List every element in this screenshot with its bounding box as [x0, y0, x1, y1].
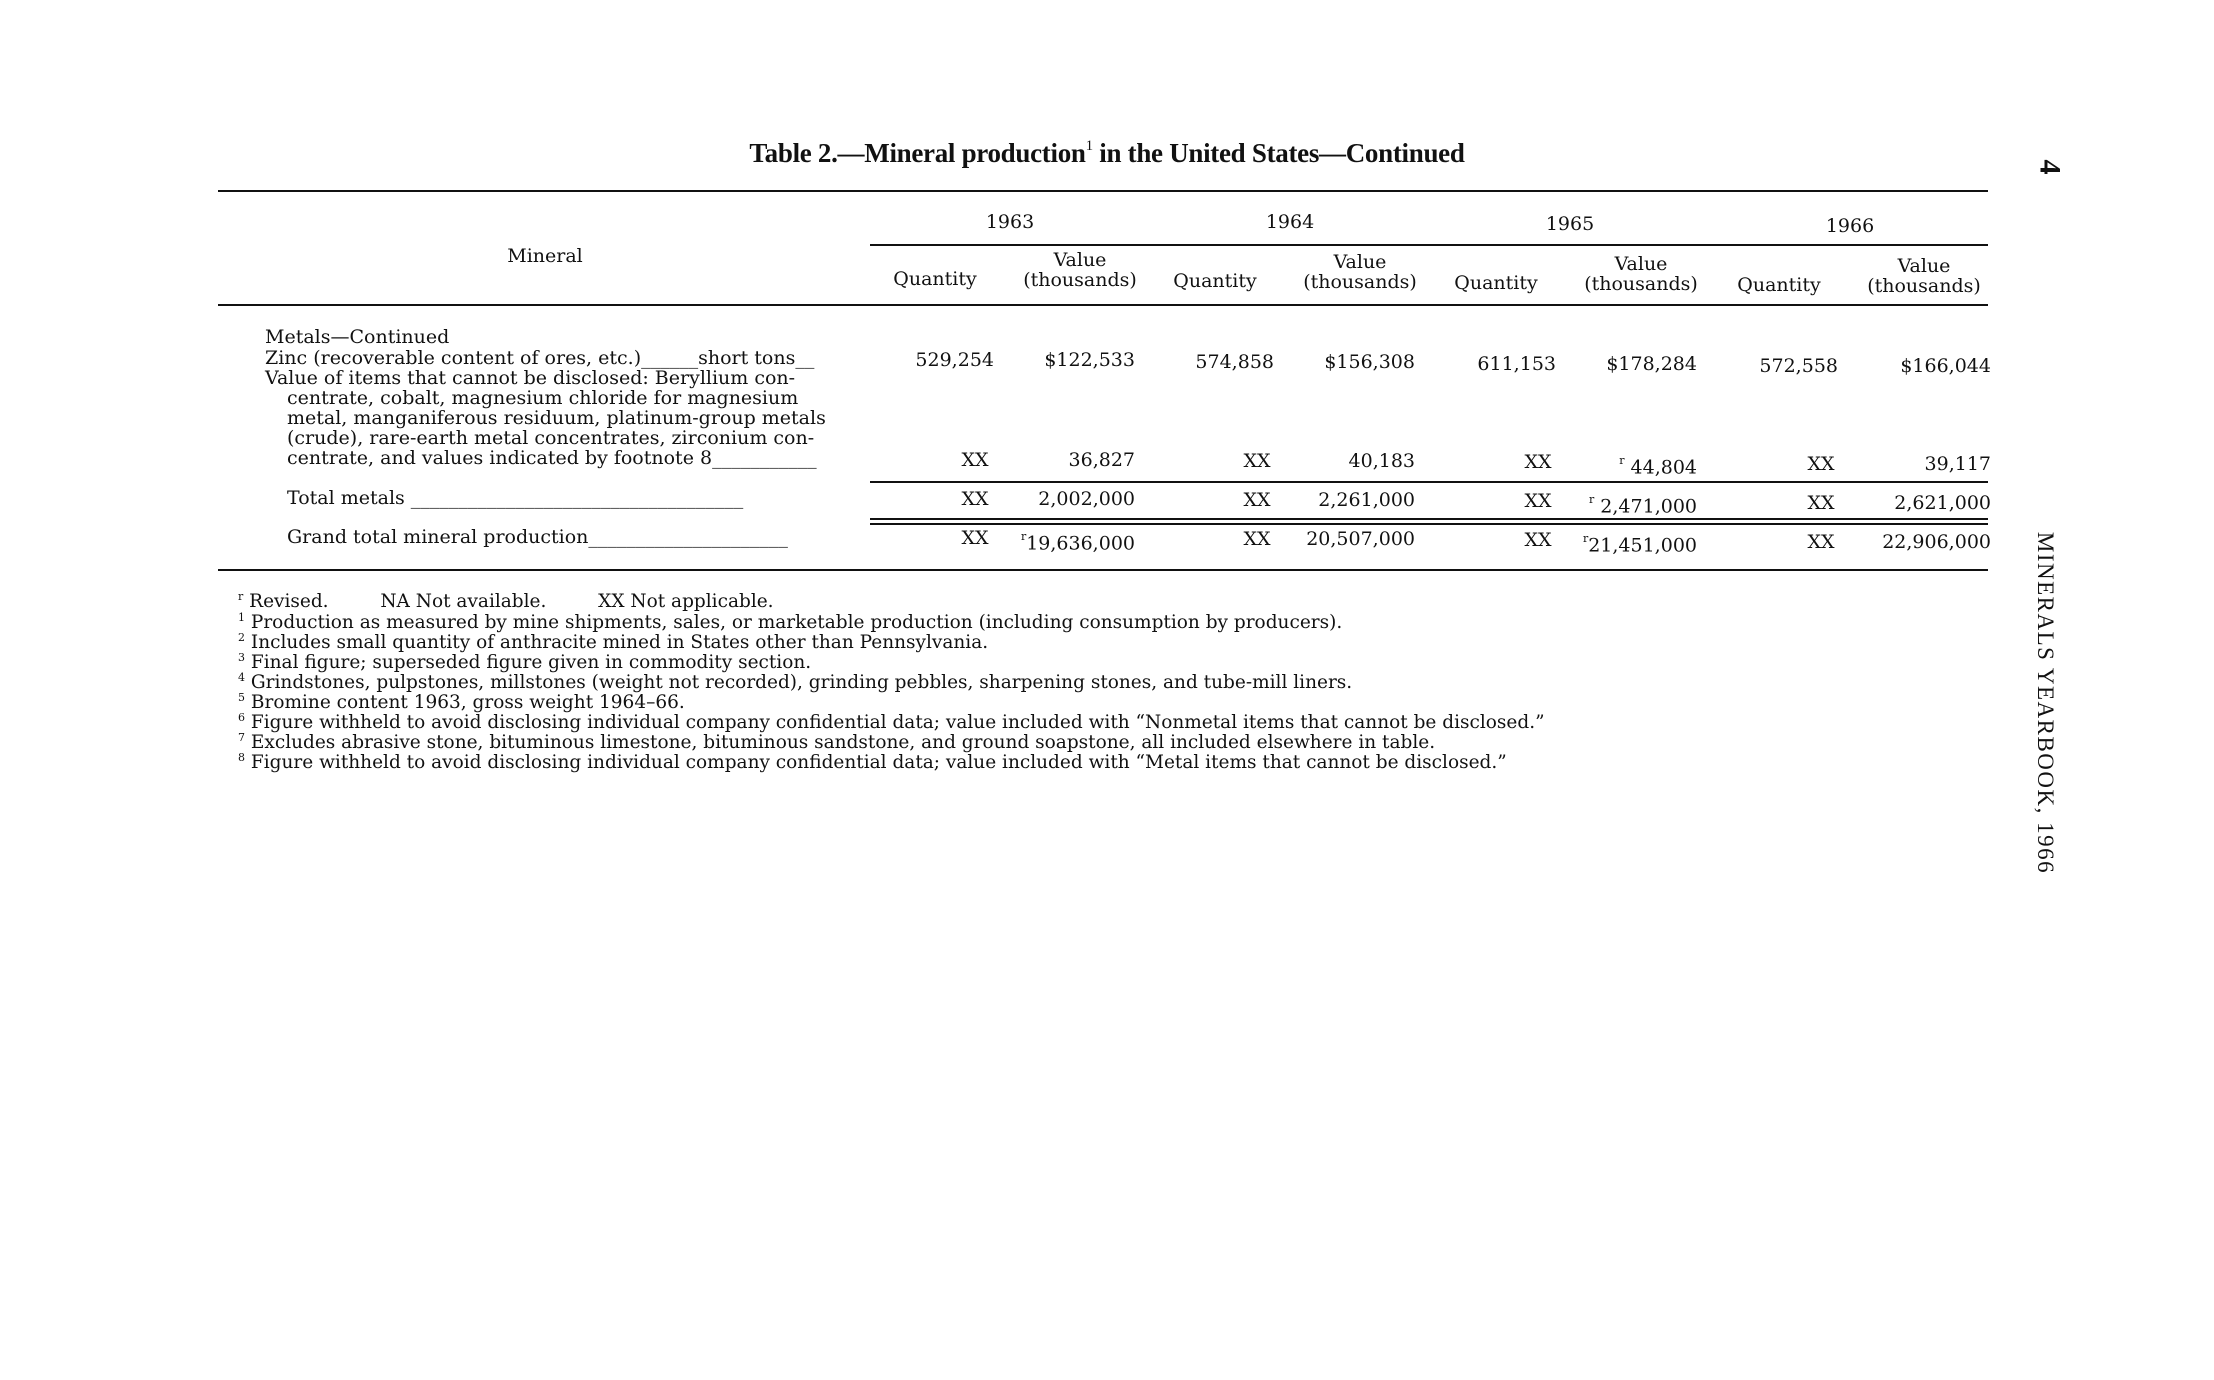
title-suffix: in the United States—Continued — [1099, 138, 1465, 168]
quantity-header: Quantity — [1173, 270, 1257, 292]
row-label-undisclosed: Value of items that cannot be disclosed: Beryllium con- — [265, 367, 796, 389]
cell-quantity: 572,558 — [1759, 355, 1838, 377]
cell-value — [1562, 530, 1697, 556]
cell-value — [1000, 528, 1135, 554]
footnote-8 — [238, 748, 1507, 773]
revised-mark: r — [238, 590, 244, 603]
footnote-text: Figure withheld to avoid disclosing individual company confidential data; value included with “Metal items that cannot be disclosed.” — [250, 752, 1507, 774]
year-header-1963: 1963 — [985, 211, 1035, 233]
section-label: Metals—Continued — [265, 326, 450, 348]
value-header: Value — [1897, 255, 1951, 277]
top-rule — [218, 190, 1988, 192]
table-title — [0, 138, 2214, 169]
cell-quantity: XX — [1807, 492, 1835, 514]
cell-value: $122,533 — [1044, 349, 1135, 371]
quantity-header: Quantity — [1737, 274, 1821, 296]
cell-value: 39,117 — [1924, 453, 1991, 475]
cell-quantity: XX — [1807, 531, 1835, 553]
cell-quantity: XX — [1243, 528, 1271, 550]
value-header-units: (thousands) — [1303, 271, 1417, 293]
row-label-total-metals: Total metals ___________________________________ — [287, 487, 744, 509]
year-rule — [870, 244, 1988, 246]
row-label-undisclosed: centrate, and values indicated by footnote 8___________ — [287, 447, 817, 469]
cell-value: 36,827 — [1068, 449, 1135, 471]
revised-mark: r — [1588, 493, 1595, 506]
total-rule-2 — [870, 523, 1988, 525]
footnote-mark: 7 — [238, 731, 245, 744]
footnote-mark: 2 — [238, 631, 245, 644]
year-header-1966: 1966 — [1825, 215, 1875, 237]
legend-revised: Revised. — [249, 591, 329, 613]
value-header: Value — [1333, 251, 1387, 273]
row-label-undisclosed: metal, manganiferous residuum, platinum-group metals — [287, 407, 826, 429]
value-header: Value — [1614, 253, 1668, 275]
quantity-header: Quantity — [893, 268, 977, 290]
cell-quantity: XX — [961, 527, 989, 549]
footnote-text: Excludes abrasive stone, bituminous limestone, bituminous sandstone, and ground soapstone, all included elsewhere in table. — [250, 732, 1436, 754]
footnote-text: Includes small quantity of anthracite mined in States other than Pennsylvania. — [250, 632, 989, 654]
footnote-text: Final figure; superseded figure given in commodity section. — [250, 652, 812, 674]
cell-quantity: 574,858 — [1195, 351, 1274, 373]
revised-mark: r — [1619, 454, 1625, 467]
row-label-undisclosed: centrate, cobalt, magnesium chloride for magnesium — [287, 387, 799, 409]
cell-value: 20,507,000 — [1306, 528, 1415, 550]
cell-quantity: XX — [1524, 529, 1552, 551]
cell-value — [1562, 491, 1697, 517]
cell-value: 2,621,000 — [1894, 492, 1991, 514]
footnote-text: Production as measured by mine shipments, sales, or marketable production (including consumption by producers). — [250, 612, 1343, 634]
title-footnote-mark: 1 — [1085, 138, 1093, 154]
cell-value — [1562, 452, 1697, 478]
legend-na: NA Not available. — [380, 591, 547, 613]
cell-value-text: 21,451,000 — [1588, 534, 1697, 557]
cell-value: $166,044 — [1900, 355, 1991, 377]
value-header-units: (thousands) — [1023, 269, 1137, 291]
footnote-text: Figure withheld to avoid disclosing individual company confidential data; value included with “Nonmetal items that cannot be disclosed.” — [250, 712, 1545, 734]
stub-header: Mineral — [507, 245, 583, 267]
cell-value-text: 19,636,000 — [1026, 532, 1135, 555]
total-rule-1 — [870, 518, 1988, 520]
cell-quantity: 529,254 — [915, 349, 994, 371]
cell-value: 40,183 — [1348, 450, 1415, 472]
row-label-grand-total: Grand total mineral production_____________________ — [287, 526, 788, 548]
footnote-mark: 1 — [238, 611, 245, 624]
title-text: Table 2.—Mineral production — [749, 138, 1086, 168]
footnote-mark: 6 — [238, 711, 245, 724]
cell-quantity: XX — [961, 449, 989, 471]
cell-quantity: XX — [1524, 451, 1552, 473]
row-label-zinc: Zinc (recoverable content of ores, etc.)______short tons__ — [265, 347, 815, 369]
footnote-text: Grindstones, pulpstones, millstones (weight not recorded), grinding pebbles, sharpening stones, and tube-mill liners. — [250, 672, 1353, 694]
value-header-units: (thousands) — [1867, 275, 1981, 297]
footnote-mark: 3 — [238, 651, 245, 664]
cell-quantity: XX — [1243, 489, 1271, 511]
cell-value: 22,906,000 — [1882, 531, 1991, 553]
footnote-mark: 4 — [238, 671, 245, 684]
cell-value: 2,261,000 — [1318, 489, 1415, 511]
cell-quantity: XX — [1243, 450, 1271, 472]
cell-quantity: XX — [1524, 490, 1552, 512]
bottom-rule — [218, 569, 1988, 571]
quantity-header: Quantity — [1454, 272, 1538, 294]
legend-xx: XX Not applicable. — [598, 591, 774, 613]
cell-value: $156,308 — [1324, 351, 1415, 373]
header-rule — [218, 304, 1988, 306]
footnote-mark: 5 — [238, 691, 245, 704]
year-header-1965: 1965 — [1545, 213, 1595, 235]
revised-mark: r — [1020, 530, 1027, 543]
value-header: Value — [1053, 249, 1107, 271]
cell-quantity: 611,153 — [1477, 353, 1556, 375]
cell-quantity: XX — [961, 488, 989, 510]
running-head: MINERALS YEARBOOK, 1966 — [2033, 531, 2058, 875]
footnote-text: Bromine content 1963, gross weight 1964–66. — [250, 692, 685, 714]
cell-value: 2,002,000 — [1038, 488, 1135, 510]
cell-value-text: 2,471,000 — [1600, 495, 1697, 518]
cell-value-text: 44,804 — [1630, 456, 1697, 479]
revised-mark: r — [1582, 532, 1589, 545]
year-header-1964: 1964 — [1265, 211, 1315, 233]
row-label-undisclosed: (crude), rare-earth metal concentrates, zirconium con- — [287, 427, 815, 449]
cell-quantity: XX — [1807, 453, 1835, 475]
cell-value: $178,284 — [1606, 353, 1697, 375]
subtotal-rule — [870, 481, 1988, 483]
page-number: 4 — [2033, 159, 2067, 175]
footnote-mark: 8 — [238, 751, 245, 764]
value-header-units: (thousands) — [1584, 273, 1698, 295]
